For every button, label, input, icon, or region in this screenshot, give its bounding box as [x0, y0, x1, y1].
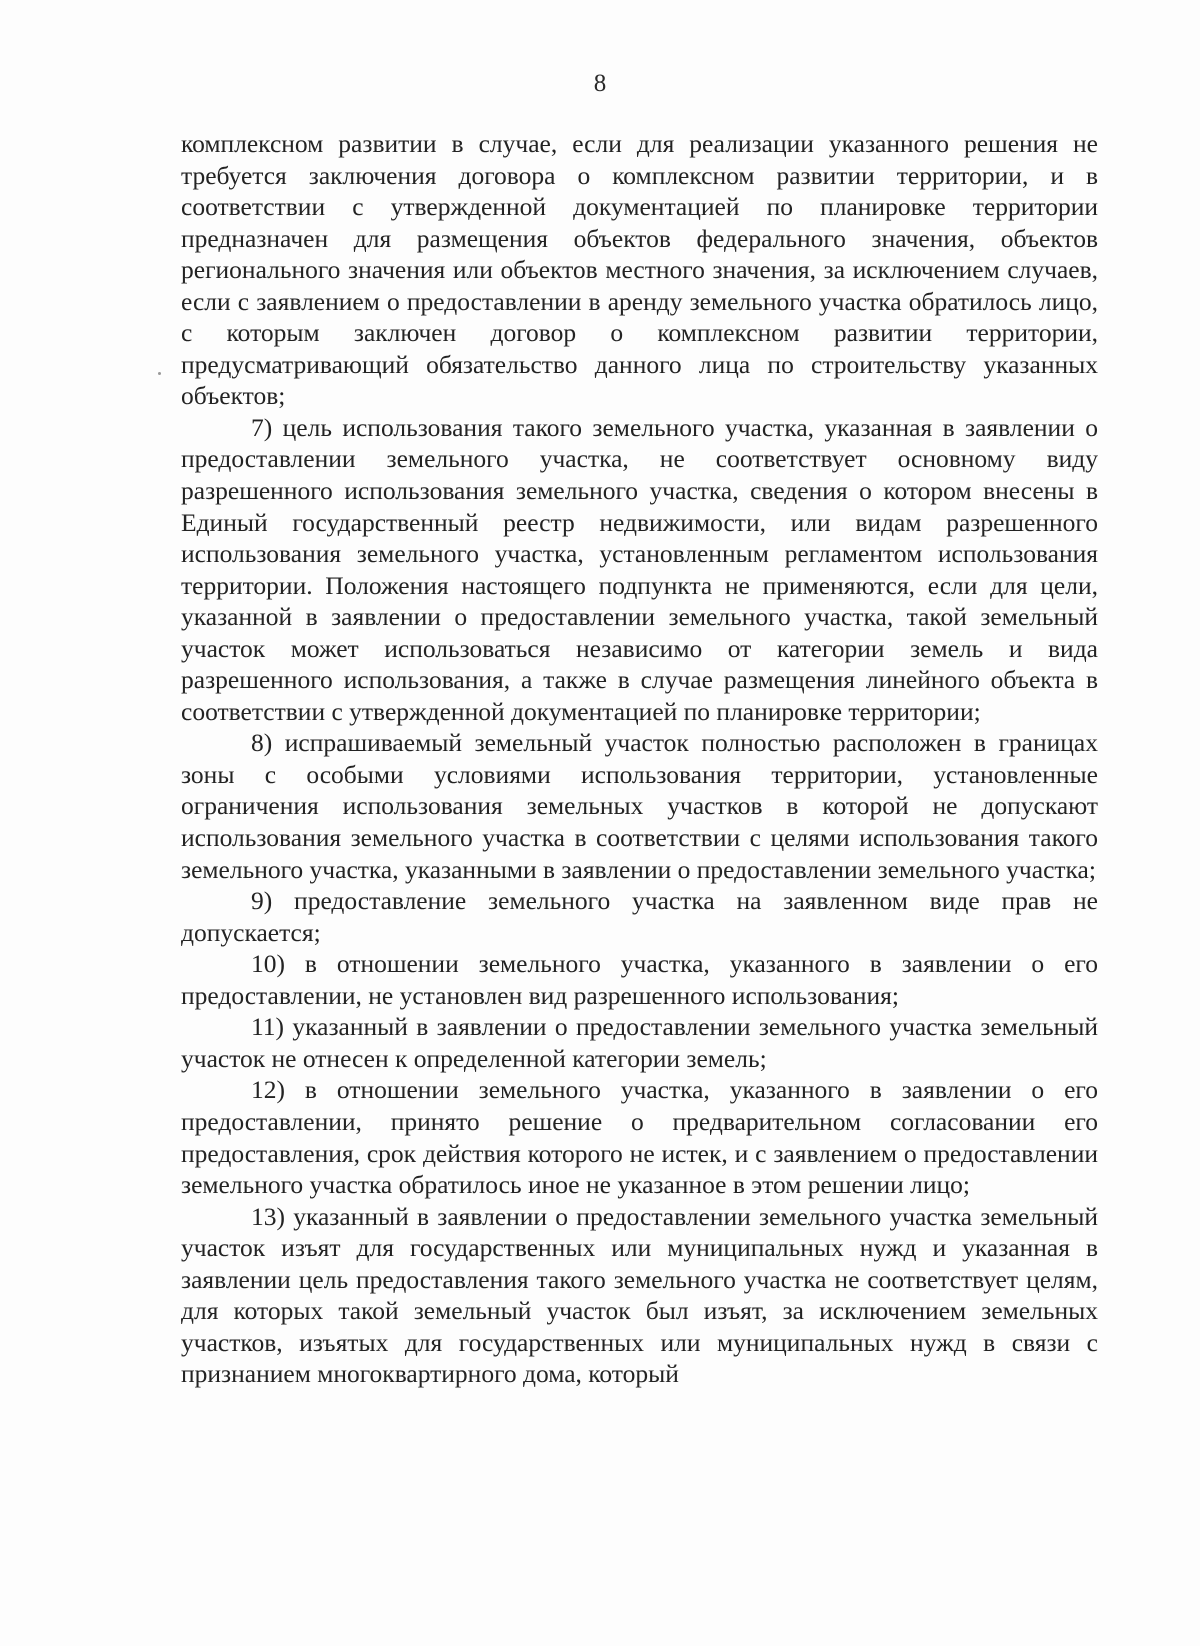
paragraph-continuation: комплексном развитии в случае, если для реализации указанного решения не требуется заключения договора о комплексном развитии территории, и в соответствии с утвержденной документацией по планировке территории предназначен для размещения объектов федерального значения, объектов регионального значения или объектов местного значения, за исключением случаев, если с заявлением о предоставлении в аренду земельного участка обратилось лицо, с которым заключен договор о комплексном развитии территории, предусматривающий обязательство данного лица по строительству указанных объектов; — [181, 129, 1098, 411]
paragraph-item-7: 7) цель использования такого земельного участка, указанная в заявлении о предоставлении земельного участка, не соответствует основному виду разрешенного использования земельного участка, сведения о котором внесены в Единый государственный реестр недвижимости, или видам разрешенного использования земельного участка, установленным регламентом использования территории. Положения настоящего подпункта не применяются, если для цели, указанной в заявлении о предоставлении земельного участка, такой земельный участок может использоваться независимо от категории земель и вида разрешенного использования, а также в случае размещения линейного объекта в соответствии с утвержденной документацией по планировке территории; — [181, 412, 1098, 726]
paragraph-item-8: 8) испрашиваемый земельный участок полностью расположен в границах зоны с особыми условиями использования территории, установленные ограничения использования земельных участков в которой не допускают использования земельного участка в соответствии с целями использования такого земельного участка, указанными в заявлении о предоставлении земельного участка; — [181, 728, 1098, 884]
paragraph-item-11: 11) указанный в заявлении о предоставлении земельного участка земельный участок не отнесен к определенной категории земель; — [181, 1012, 1098, 1073]
paragraph-item-9: 9) предоставление земельного участка на заявленном виде прав не допускается; — [181, 886, 1098, 947]
page-number: 8 — [593, 70, 607, 97]
paragraph-item-10: 10) в отношении земельного участка, указанного в заявлении о его предоставлении, не установлен вид разрешенного использования; — [181, 949, 1098, 1010]
document-body — [181, 128, 1098, 1390]
paragraph-item-12: 12) в отношении земельного участка, указанного в заявлении о его предоставлении, принято решение о предварительном согласовании его предоставления, срок действия которого не истек, и с заявлением о предоставлении земельного участка обратилось иное не указанное в этом решении лицо; — [181, 1075, 1098, 1200]
scan-speck — [158, 372, 161, 375]
paragraph-item-13: 13) указанный в заявлении о предоставлении земельного участка земельный участок изъят для государственных или муниципальных нужд и указанная в заявлении цель предоставления такого земельного участка не соответствует целям, для которых такой земельный участок был изъят, за исключением земельных участков, изъятых для государственных или муниципальных нужд в связи с признанием многоквартирного дома, который — [181, 1201, 1098, 1389]
